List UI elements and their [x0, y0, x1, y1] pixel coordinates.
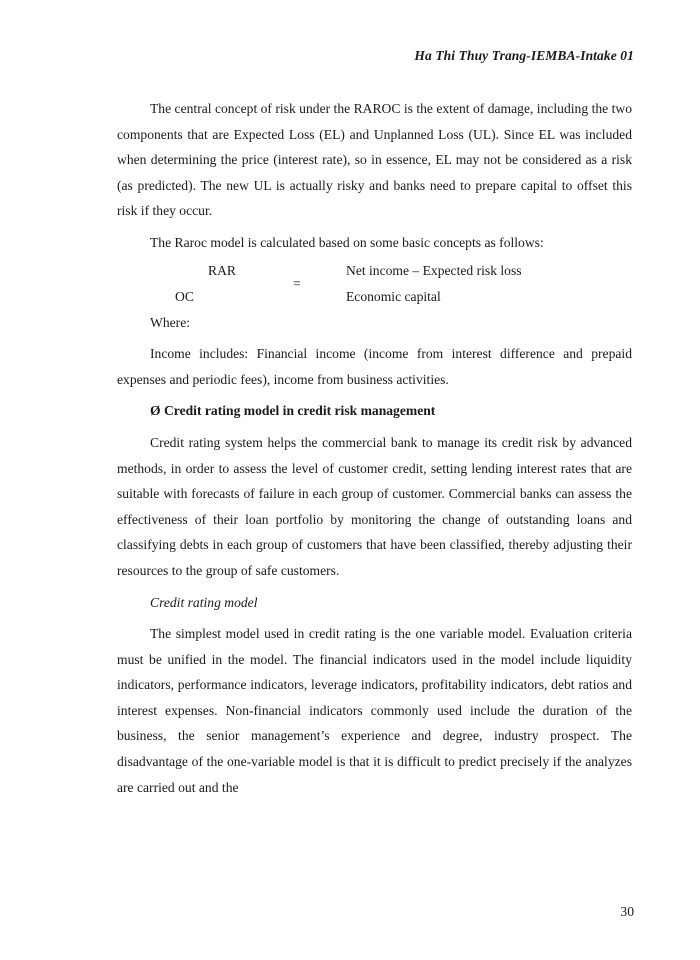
formula-equals-sign: = — [293, 275, 301, 291]
section-heading-text: Credit rating model in credit risk management — [163, 403, 436, 419]
formula-right-bottom: Economic capital — [346, 288, 441, 304]
running-header: Ha Thi Thuy Trang-IEMBA-Intake 01 — [414, 48, 634, 63]
page-number: 30 — [620, 904, 634, 919]
subheading-credit-rating-model: Credit rating model — [150, 594, 258, 610]
bullet-icon: Ø — [150, 403, 161, 419]
formula-left-bottom: OC — [175, 288, 194, 304]
formula-left-top: RAR — [208, 262, 236, 278]
body-content — [117, 96, 632, 800]
paragraph-one-variable-model: The simplest model used in credit rating is the one variable model. Evaluation criteria must be unified in the model. The financial indicators used in the model include liquidity indicators, performance indicators, leverage indicators, profitability indicators, debt ratios and interest expenses. Non-financial indicators commonly used include the duration of the business, the senior management’s experience and degree, industry prospect. The disadvantage of the one-variable model is that it is difficult to predict precisely if the analyzes are carried out and the — [117, 626, 632, 795]
paragraph-credit-rating-system: Credit rating system helps the commercial bank to manage its credit risk by advanced methods, in order to assess the level of customer credit, setting lending interest rates that are suitable with forecasts of failure in each group of customer. Commercial banks can assess the effectiveness of their loan portfolio by monitoring the change of outstanding loans and classifying debts in each group of customers that have been classified, thereby adjusting their resources to the group of safe customers. — [117, 434, 632, 578]
raroc-formula — [117, 258, 632, 310]
paragraph-raroc-concept: The central concept of risk under the RAROC is the extent of damage, including the two components that are Expected Loss (EL) and Unplanned Loss (UL). Since EL was included when determining the price (interest rate), so in essence, EL may not be considered as a risk (as predicted). The new UL is actually risky and banks need to prepare capital to offset this risk if they occur. — [117, 101, 632, 219]
paragraph-income-definition: Income includes: Financial income (income from interest difference and prepaid expenses and periodic fees), income from business activities. — [117, 346, 632, 387]
formula-right-top: Net income – Expected risk loss — [346, 262, 522, 278]
formula-where-label: Where: — [150, 314, 190, 330]
paragraph-raroc-intro: The Raroc model is calculated based on some basic concepts as follows: — [150, 234, 544, 250]
section-heading-credit-rating — [117, 398, 632, 424]
